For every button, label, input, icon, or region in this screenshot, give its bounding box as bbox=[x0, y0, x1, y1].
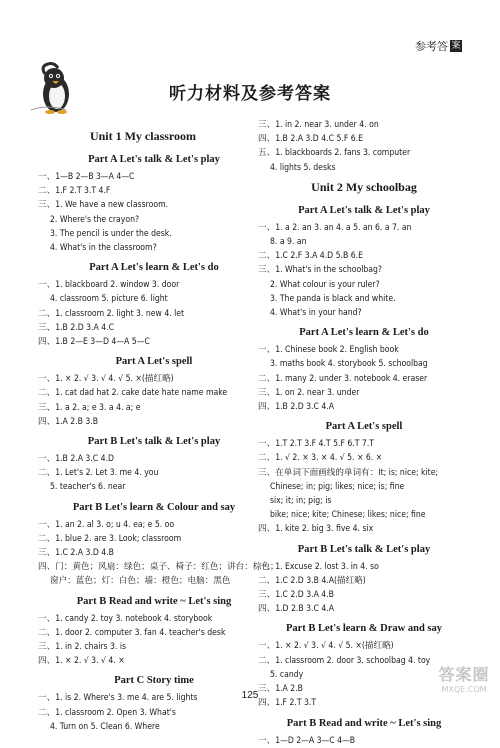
watermark-top: 答案圈 bbox=[438, 665, 490, 684]
part-heading: Part B Let's talk & Let's play bbox=[87, 436, 221, 448]
watermark-bottom: MXQE.COM bbox=[441, 685, 487, 694]
answer-line: 三、1.C 2.D 3.A 4.B bbox=[258, 590, 334, 601]
answer-line: 五、1. blackboards 2. fans 3. computer bbox=[258, 148, 411, 159]
answer-line: 3. maths book 4. storybook 5. schoolbag bbox=[270, 359, 428, 370]
part-heading: Part A Let's spell bbox=[115, 356, 193, 368]
answer-line: 三、1. in 2. near 3. under 4. on bbox=[258, 120, 379, 130]
unit-heading: Unit 1 My classroom bbox=[89, 129, 197, 143]
answer-line: 四、门：黄色；风扇：绿色；桌子、椅子：红色；讲台：棕色； bbox=[38, 562, 279, 573]
answer-line: 一、1. × 2. √ 3. √ 4. √ 5. ×(描红略) bbox=[258, 641, 394, 652]
answer-line: six; it; in; pig; is bbox=[270, 496, 332, 507]
watermark-logo bbox=[434, 662, 494, 702]
answer-line: 二、1. blue 2. are 3. Look; classroom bbox=[38, 533, 182, 544]
answer-line: 三、1.C 2.A 3.D 4.B bbox=[38, 548, 114, 559]
part-heading: Part A Let's talk & Let's play bbox=[88, 154, 220, 165]
answer-line: 四、1.B 2.D 3.C 4.A bbox=[258, 402, 334, 413]
answer-line: 8. a 9. an bbox=[270, 237, 307, 248]
answer-line: 一、1. candy 2. toy 3. notebook 4. storybook bbox=[38, 613, 213, 624]
answer-line: 二、1. classroom 2. Open 3. What's bbox=[38, 707, 176, 718]
answer-line: bike; nice; kite; Chinese; likes; nice; fine bbox=[270, 510, 426, 521]
page-number: 125 bbox=[241, 690, 259, 701]
right-column bbox=[258, 118, 470, 748]
answer-line: 四、1.A 2.B 3.B bbox=[38, 416, 99, 427]
corner-text: 参考答 bbox=[415, 40, 448, 53]
answer-line: 四、1.B 2.A 3.D 4.C 5.F 6.E bbox=[258, 134, 363, 145]
answer-line: 一、1—D 2—A 3—C 4—B bbox=[258, 735, 356, 746]
answer-line: 3. The panda is black and white. bbox=[270, 293, 396, 304]
part-heading: Part B Let's talk & Let's play bbox=[297, 543, 431, 555]
answer-line: 窗户：蓝色；灯：白色；墙：橙色；电脑：黑色 bbox=[50, 576, 231, 587]
answer-line: 三、1. What's in the schoolbag? bbox=[258, 265, 383, 276]
answer-line: 一、1. an 2. al 3. o; u 4. ea; e 5. oo bbox=[38, 519, 175, 530]
answer-line: 一、1. blackboard 2. window 3. door bbox=[38, 280, 180, 291]
answer-line: 一、1.T 2.T 3.F 4.T 5.F 6.T 7.T bbox=[258, 439, 375, 450]
answer-line: 四、1.B 2—E 3—D 4—A 5—C bbox=[38, 337, 150, 348]
answer-line: 一、1.B 2.A 3.C 4.D bbox=[38, 454, 114, 465]
answer-line: 四、1. kite 2. big 3. five 4. six bbox=[258, 524, 374, 535]
part-heading: Part A Let's spell bbox=[325, 421, 403, 433]
answer-line: 5. teacher's 6. near bbox=[50, 482, 126, 493]
part-heading: Part B Let's learn & Colour and say bbox=[72, 501, 236, 513]
answer-line: 二、1.F 2.T 3.T 4.F bbox=[38, 186, 111, 197]
answer-line: 三、1. a 2. a; e 3. a 4. a; e bbox=[38, 402, 141, 413]
header-corner-label bbox=[415, 38, 462, 54]
part-heading: Part B Let's learn & Draw and say bbox=[285, 623, 443, 635]
part-heading: Part A Let's learn & Let's do bbox=[89, 262, 219, 274]
answer-line: 一、1. Chinese book 2. English book bbox=[258, 345, 399, 356]
answer-line: 二、1. many 2. under 3. notebook 4. eraser bbox=[258, 373, 428, 384]
page-title: 听力材料及参考答案 bbox=[169, 84, 331, 104]
answer-line: 四、1.D 2.B 3.C 4.A bbox=[258, 604, 334, 615]
answer-line: 二、1. classroom 2. door 3. schoolbag 4. toy bbox=[258, 655, 431, 666]
part-heading: Part C Story time bbox=[114, 675, 194, 687]
answer-line: 3. The pencil is under the desk. bbox=[50, 228, 172, 239]
left-column bbox=[38, 124, 279, 734]
part-heading: Part B Read and write ~ Let's sing bbox=[76, 595, 232, 607]
answer-line: 四、1. × 2. √ 3. √ 4. × bbox=[38, 656, 125, 667]
answer-line: 三、1. in 2. chairs 3. is bbox=[38, 642, 127, 653]
answer-line: 二、1. classroom 2. light 3. new 4. let bbox=[38, 308, 185, 319]
answer-line: 二、1. √ 2. × 3. × 4. √ 5. × 6. × bbox=[258, 453, 383, 464]
answer-line: 二、1.C 2.D 3.B 4.A(描红略) bbox=[258, 575, 366, 586]
unit-heading: Unit 2 My schoolbag bbox=[311, 179, 417, 194]
answer-line: 三、1. We have a new classroom. bbox=[38, 200, 169, 211]
corner-box: 案 bbox=[451, 41, 461, 51]
answer-line: 2. Where's the crayon? bbox=[50, 214, 140, 225]
answer-line: 三、在单词下面画线的单词有：It; is; nice; kite; bbox=[258, 467, 439, 478]
answer-line: 一、1. × 2. √ 3. √ 4. √ 5. ×(描红略) bbox=[38, 374, 174, 385]
answer-line: 二、1. cat dad hat 2. cake date hate name make bbox=[38, 388, 228, 399]
answer-line: 2. What colour is your ruler? bbox=[270, 279, 380, 290]
answer-line: 4. What's in your hand? bbox=[270, 308, 362, 319]
answer-line: 一、1. Excuse 2. lost 3. in 4. so bbox=[258, 561, 379, 572]
answer-line: 4. Turn on 5. Clean 6. Where bbox=[50, 721, 160, 732]
answer-line: 4. What's in the classroom? bbox=[50, 243, 157, 254]
answer-line: 5. candy bbox=[270, 669, 304, 680]
part-heading: Part A Let's learn & Let's do bbox=[299, 327, 429, 339]
answer-line: Chinese; in; pig; likes; nice; is; fine bbox=[270, 481, 405, 492]
answer-line: 4. lights 5. desks bbox=[270, 162, 336, 173]
answer-line: 一、1. is 2. Where's 3. me 4. are 5. lights bbox=[38, 693, 198, 704]
answer-line: 四、1.F 2.T 3.T bbox=[258, 698, 317, 709]
answer-line: 4. classroom 5. picture 6. light bbox=[50, 294, 168, 305]
answer-line: 三、1.B 2.D 3.A 4.C bbox=[38, 322, 114, 333]
answer-line: 二、1. door 2. computer 3. fan 4. teacher's desk bbox=[38, 627, 226, 638]
answer-line: 三、1. on 2. near 3. under bbox=[258, 387, 360, 398]
answer-line: 一、1. a 2. an 3. an 4. a 5. an 6. a 7. an bbox=[258, 222, 412, 233]
part-heading: Part A Let's talk & Let's play bbox=[298, 204, 430, 216]
answer-line: 三、1.A 2.B bbox=[258, 684, 303, 695]
answer-line: 二、1. Let's 2. Let 3. me 4. you bbox=[38, 468, 159, 479]
part-heading: Part B Read and write ~ Let's sing bbox=[286, 717, 442, 729]
answer-line: 一、1—B 2—B 3—A 4—C bbox=[38, 172, 135, 182]
answer-line: 二、1.C 2.F 3.A 4.D 5.B 6.E bbox=[258, 251, 363, 262]
